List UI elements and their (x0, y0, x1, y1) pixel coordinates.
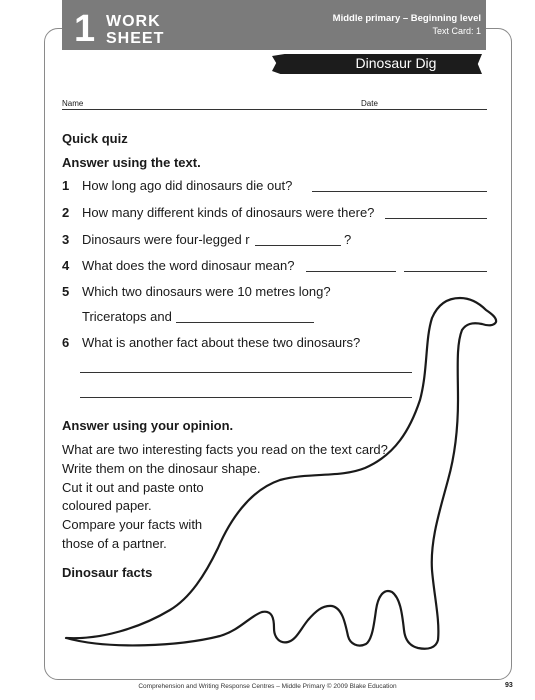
page-title: Dinosaur Dig (355, 55, 437, 71)
question-text: Dinosaurs were four-legged r (82, 232, 250, 247)
question-number: 3 (62, 232, 70, 247)
quiz-heading: Quick quiz (62, 131, 128, 146)
question-number: 4 (62, 258, 70, 273)
question-number: 5 (62, 284, 70, 299)
text-card-label: Text Card: 1 (432, 26, 481, 36)
page-number: 93 (505, 682, 513, 689)
question-text: What is another fact about these two dinosaurs? (82, 335, 361, 350)
footer-credit: Comprehension and Writing Response Centres – Middle Primary © 2009 Blake Education (138, 683, 397, 690)
question-text: How long ago did dinosaurs die out? (82, 178, 293, 193)
date-label: Date (361, 99, 378, 108)
question-mark: ? (344, 232, 352, 247)
instruction: Answer using the text. (62, 155, 201, 170)
worksheet-label-sheet: SHEET (106, 30, 165, 47)
opinion-line: coloured paper. (62, 498, 152, 513)
level-label: Middle primary – Beginning level (332, 13, 481, 24)
question-number: 2 (62, 205, 70, 220)
question-number: 1 (62, 178, 70, 193)
question-text: Which two dinosaurs were 10 metres long? (82, 284, 331, 299)
opinion-line: Write them on the dinosaur shape. (62, 461, 261, 476)
worksheet-number: 1 (74, 8, 96, 50)
opinion-line: Compare your facts with (62, 517, 203, 532)
name-label: Name (62, 99, 84, 108)
opinion-line: What are two interesting facts you read on the text card? (62, 442, 388, 457)
opinion-line: Cut it out and paste onto (62, 480, 204, 495)
worksheet-label-work: WORK (106, 13, 161, 30)
question-text: How many different kinds of dinosaurs were there? (82, 205, 375, 220)
question-number: 6 (62, 335, 70, 350)
question-text: What does the word dinosaur mean? (82, 258, 295, 273)
dinosaur-facts-label: Dinosaur facts (62, 565, 153, 580)
opinion-heading: Answer using your opinion. (62, 418, 234, 433)
opinion-line: those of a partner. (62, 536, 167, 551)
question-subtext: Triceratops and (82, 309, 172, 324)
